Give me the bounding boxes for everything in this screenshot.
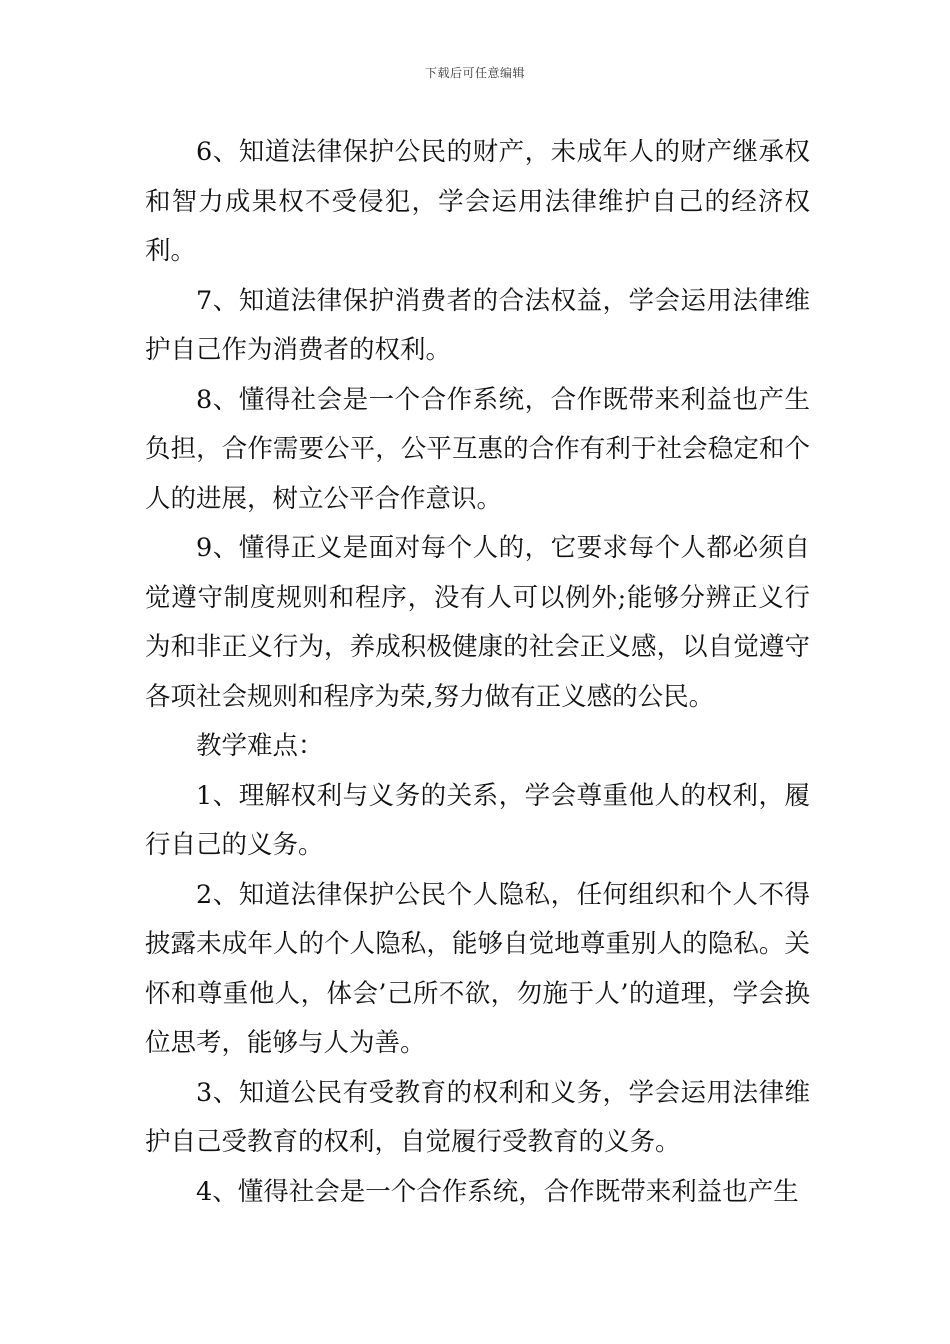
paragraph-item-6: 6、知道法律保护公民的财产，未成年人的财产继承权和智力成果权不受侵犯，学会运用法律维护自己的经济权利。 xyxy=(145,137,810,266)
paragraph-difficulty-2: 2、知道法律保护公民个人隐私，任何组织和个人不得披露未成年人的个人隐私，能够自觉地尊重别人的隐私。关怀和尊重他人，体会’己所不欲，勿施于人’的道理，学会换位思考，能够与人为善。 xyxy=(145,879,810,1058)
paragraph-item-7: 7、知道法律保护消费者的合法权益，学会运用法律维护自己作为消费者的权利。 xyxy=(145,285,810,365)
paragraph-item-9: 9、懂得正义是面对每个人的，它要求每个人都必须自觉遵守制度规则和程序，没有人可以例外;能够分辨正义行为和非正义行为，养成积极健康的社会正义感，以自觉遵守各项社会规则和程序为荣,努力做有正义感的公民。 xyxy=(145,533,810,712)
paragraph-difficulty-3: 3、知道公民有受教育的权利和义务，学会运用法律维护自己受教育的权利，自觉履行受教育的义务。 xyxy=(145,1077,810,1157)
section-heading-teaching-difficulties: 教学难点： xyxy=(196,731,324,761)
page-header: 下载后可任意编辑 xyxy=(424,66,525,80)
paragraph-difficulty-4: 4、懂得社会是一个合作系统，合作既带来利益也产生 xyxy=(196,1176,799,1207)
paragraph-difficulty-1: 1、理解权利与义务的关系，学会尊重他人的权利，履行自己的义务。 xyxy=(145,780,810,860)
document-body xyxy=(145,128,810,1217)
paragraph-item-8: 8、懂得社会是一个合作系统，合作既带来利益也产生负担，合作需要公平，公平互惠的合作有利于社会稳定和个人的进展，树立公平合作意识。 xyxy=(145,384,810,514)
